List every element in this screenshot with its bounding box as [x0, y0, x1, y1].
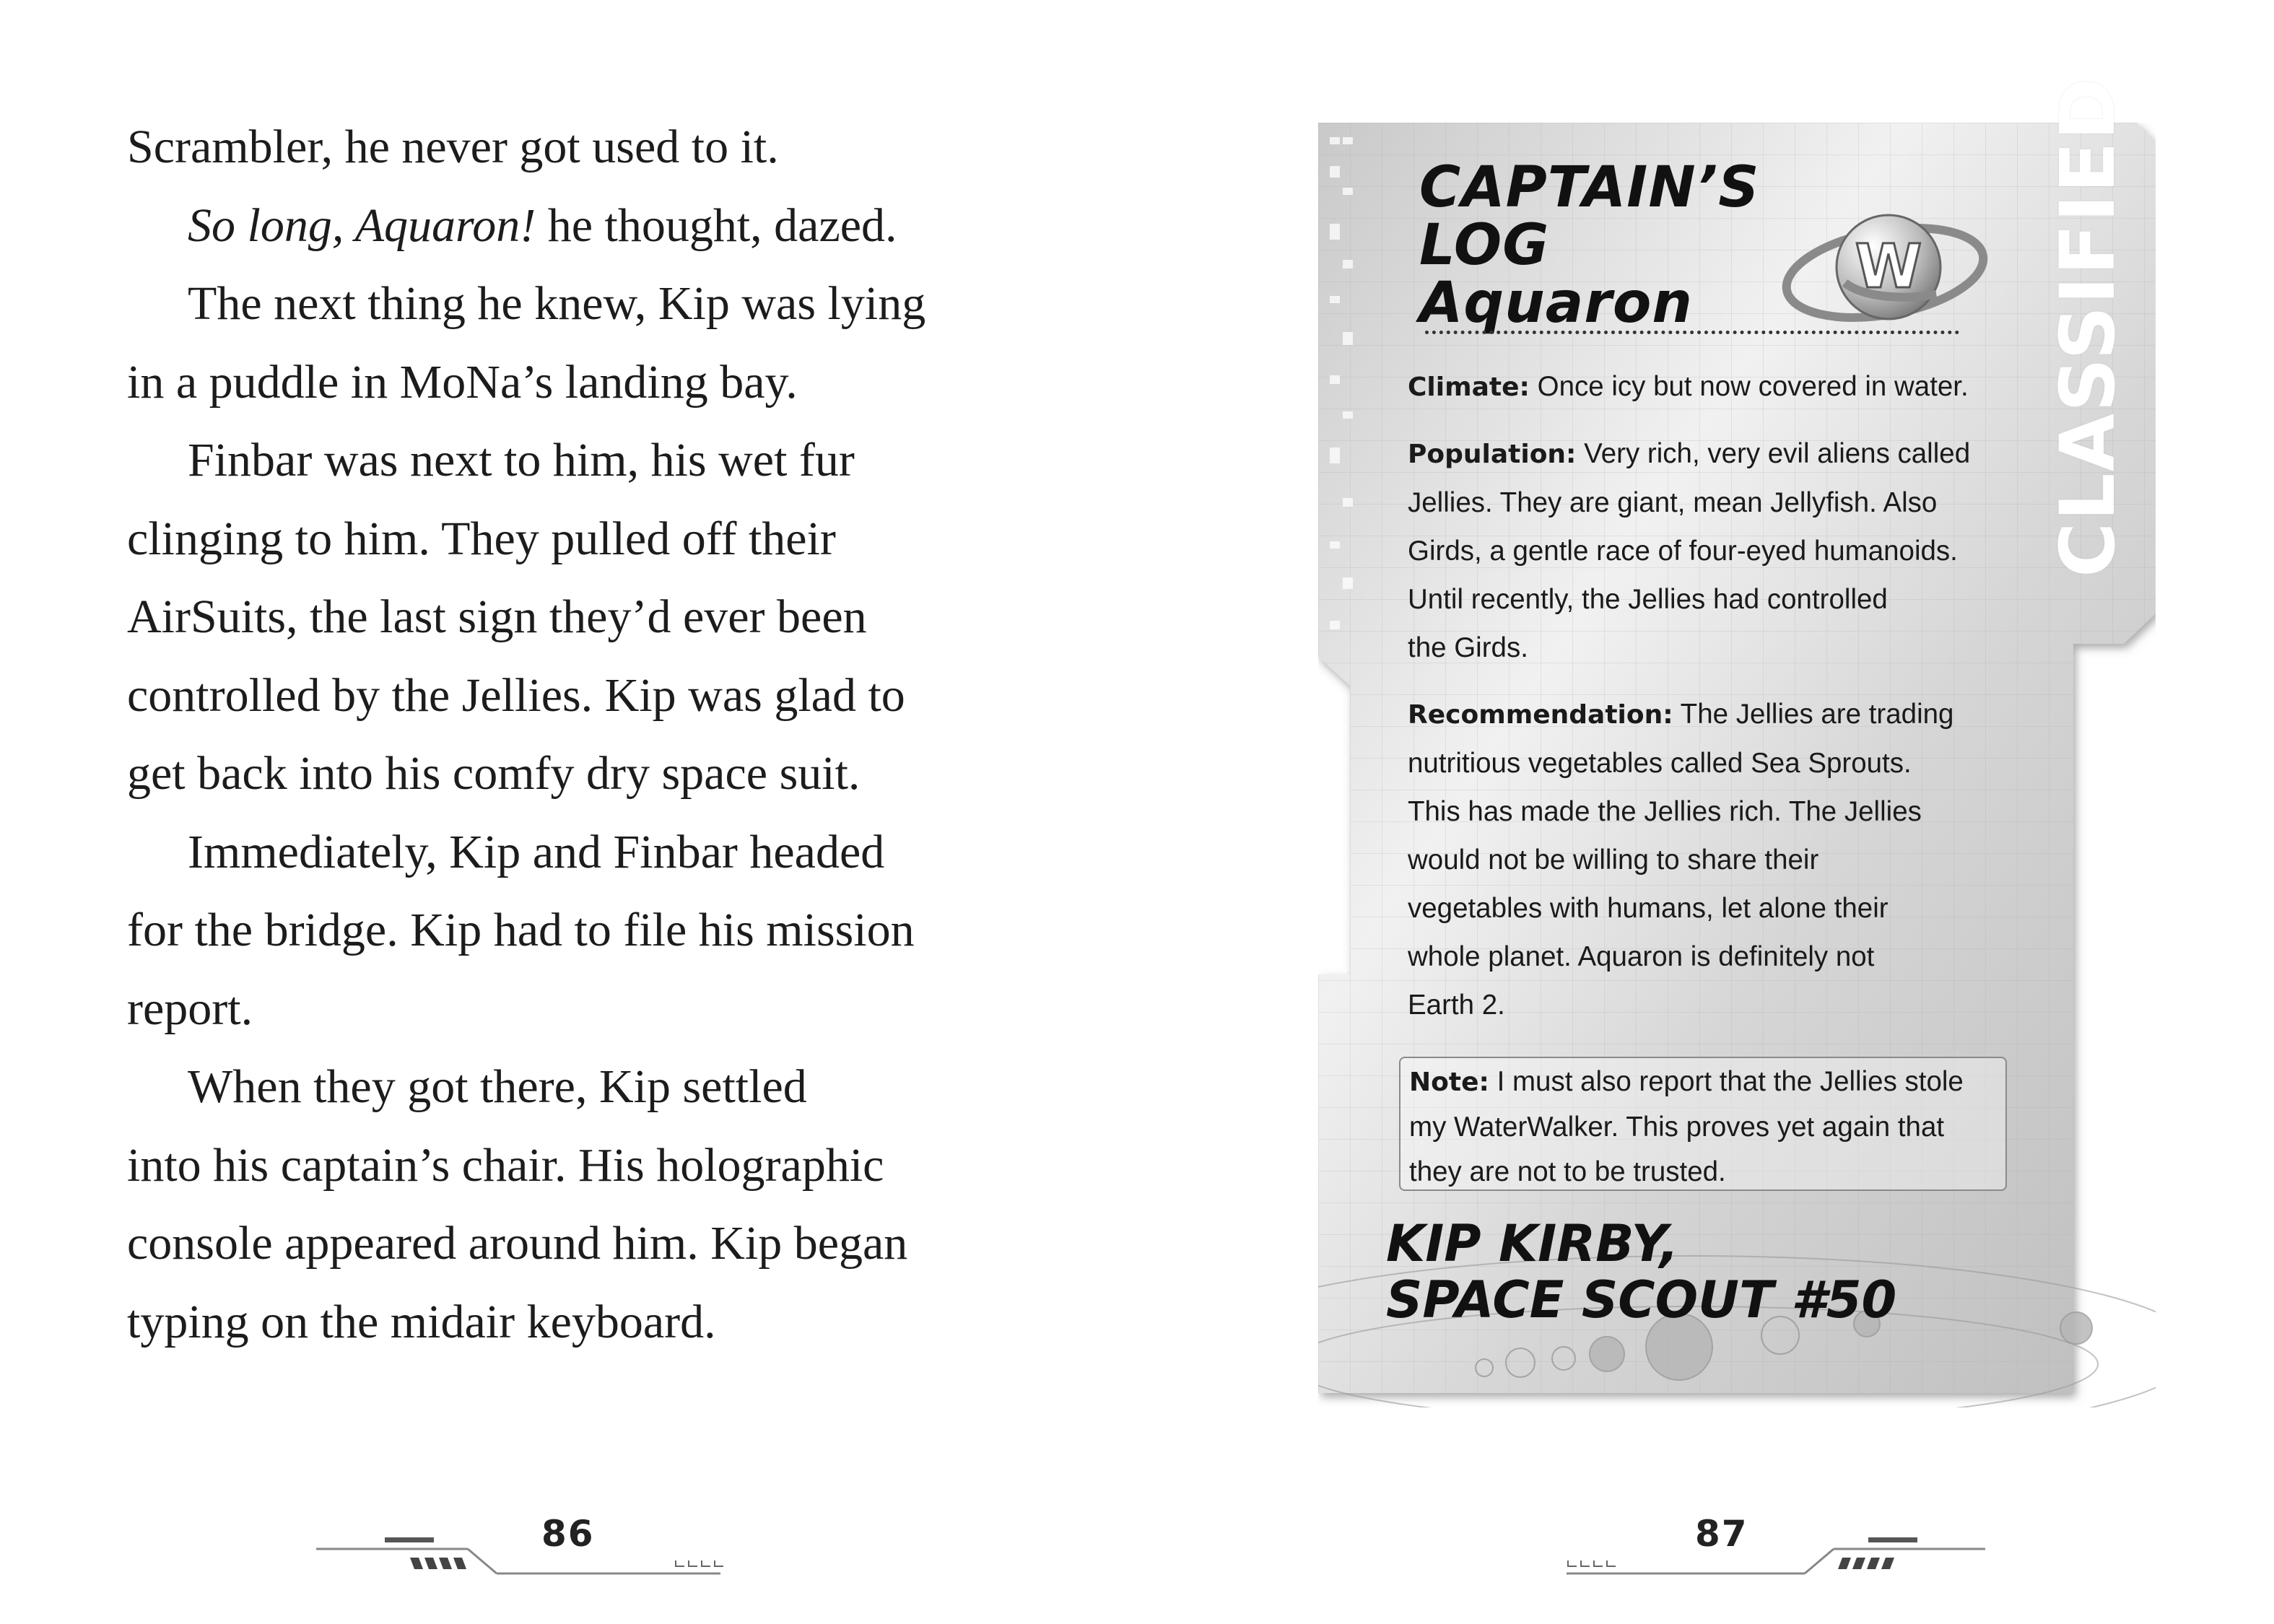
- note-label: Note:: [1409, 1068, 1489, 1097]
- log-title-line: Aquaron: [1419, 271, 1693, 336]
- story-line: [127, 187, 979, 266]
- footer-ornament-left: [316, 1509, 749, 1581]
- entry-text: This has made the Jellies rich. The Jellies: [1408, 796, 1922, 827]
- story-line: clinging to him. They pulled off their: [127, 512, 836, 565]
- story-line: Immediately, Kip and Finbar headed: [188, 825, 885, 878]
- entry-text: Earth 2.: [1408, 990, 1505, 1021]
- story-line: report.: [127, 982, 253, 1035]
- log-title-line: LOG: [1419, 213, 1550, 278]
- log-entry-climate: [1408, 362, 2014, 411]
- entry-text: Jellies. They are giant, mean Jellyfish. Also: [1408, 487, 1938, 518]
- log-note-box: [1399, 1057, 2007, 1191]
- signature-line: KIP KIRBY,: [1386, 1214, 1679, 1273]
- page-number: 86: [541, 1513, 595, 1555]
- log-title-line: CAPTAIN’S: [1419, 155, 1760, 220]
- signature-line: SPACE SCOUT #50: [1386, 1270, 1897, 1330]
- entry-label: Population:: [1408, 440, 1577, 469]
- entry-text: Until recently, the Jellies had controlled: [1408, 584, 1888, 615]
- entry-text: Very rich, very evil aliens called: [1584, 438, 1971, 469]
- page-footer-right: [1567, 1509, 2000, 1581]
- story-text: [127, 108, 979, 1361]
- w-planet-logo-icon: [1780, 195, 1990, 339]
- story-line: When they got there, Kip settled: [188, 1060, 807, 1113]
- log-signature: [1386, 1215, 1896, 1328]
- story-line: Finbar was next to him, his wet fur: [188, 434, 855, 486]
- entry-text: Once icy but now covered in water.: [1537, 371, 1969, 402]
- entry-text: nutritious vegetables called Sea Sprouts.: [1408, 748, 1912, 779]
- log-entry-recommendation: [1408, 690, 2014, 1029]
- footer-ornament-right: [1567, 1509, 2000, 1581]
- log-entries: [1408, 362, 2014, 1047]
- story-line: console appeared around him. Kip began: [127, 1217, 908, 1270]
- story-line: get back into his comfy dry space suit.: [127, 747, 861, 800]
- classified-stamp: CLASSIFIED: [2044, 76, 2132, 577]
- story-line: for the bridge. Kip had to file his mission: [127, 904, 915, 956]
- entry-text: vegetables with humans, let alone their: [1408, 893, 1889, 924]
- entry-text: the Girds.: [1408, 632, 1528, 663]
- entry-text: Girds, a gentle race of four-eyed humanoids.: [1408, 536, 1958, 567]
- story-line: typing on the midair keyboard.: [127, 1295, 716, 1348]
- entry-text: whole planet. Aquaron is definitely not: [1408, 941, 1875, 972]
- title-divider: [1425, 331, 1959, 334]
- story-line: The next thing he knew, Kip was lying: [188, 277, 926, 330]
- page-footer-left: [316, 1509, 749, 1581]
- story-line: Scrambler, he never got used to it.: [127, 121, 779, 173]
- entry-label: Climate:: [1408, 372, 1530, 402]
- page-number: 87: [1695, 1513, 1748, 1555]
- captains-log-card: [1318, 76, 2156, 1407]
- log-title: [1419, 155, 1760, 336]
- svg-text:W: W: [1855, 231, 1922, 302]
- entry-label: Recommendation:: [1408, 700, 1673, 730]
- italic-phrase: So long, Aquaron!: [188, 198, 536, 252]
- entry-text: would not be willing to share their: [1408, 844, 1819, 876]
- entry-text: The Jellies are trading: [1680, 699, 1954, 730]
- story-line: controlled by the Jellies. Kip was glad to: [127, 668, 905, 722]
- note-text: they are not to be trusted.: [1409, 1156, 1726, 1187]
- story-line: AirSuits, the last sign they’d ever been: [127, 590, 867, 643]
- story-line-text: he thought, dazed.: [547, 198, 897, 252]
- note-text: I must also report that the Jellies stole: [1497, 1066, 1964, 1097]
- note-text: my WaterWalker. This proves yet again that: [1409, 1112, 1945, 1143]
- story-line: in a puddle in MoNa’s landing bay.: [127, 355, 798, 409]
- story-line: into his captain’s chair. His holographic: [127, 1138, 884, 1192]
- log-entry-population: [1408, 429, 2014, 672]
